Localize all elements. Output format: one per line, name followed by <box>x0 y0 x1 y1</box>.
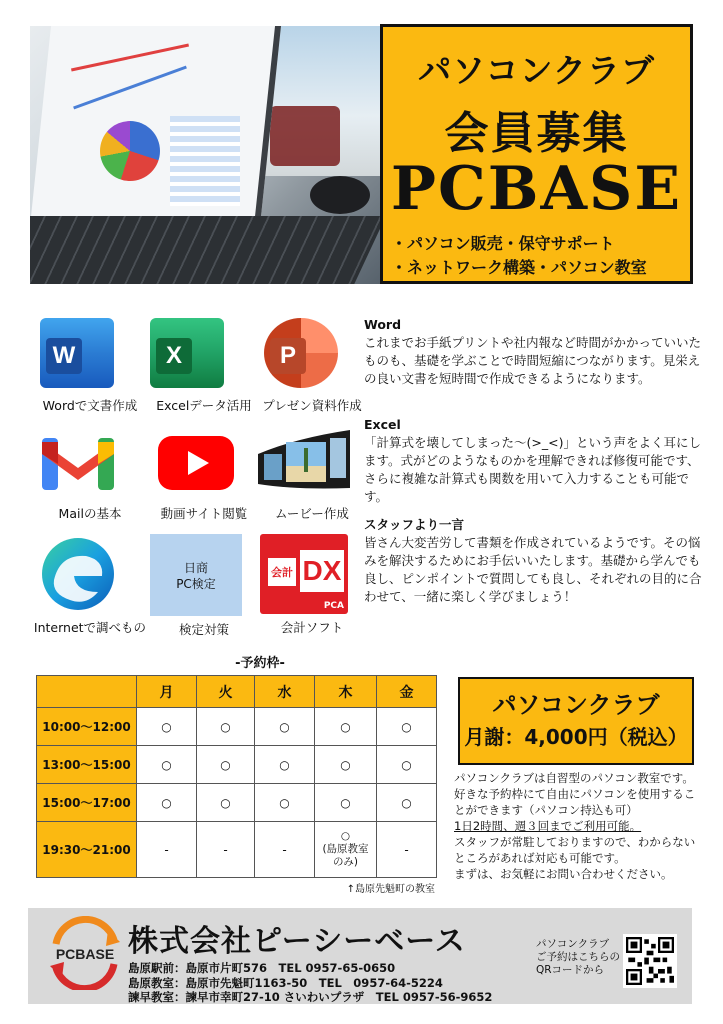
day-header: 月 <box>137 676 197 708</box>
day-header: 水 <box>255 676 315 708</box>
slot-cell: - <box>377 822 437 878</box>
slot-cell: ○ <box>315 708 377 746</box>
address-list <box>128 961 492 1005</box>
service-item: ・パソコン販売・保守サポート <box>391 234 615 253</box>
service-list <box>391 232 647 280</box>
schedule-table <box>36 675 437 878</box>
pcbase-logo <box>48 916 122 990</box>
slot-cell: ○ <box>197 746 255 784</box>
slot-cell: ○ <box>137 708 197 746</box>
slot-cell: ○ <box>315 746 377 784</box>
certificate-icon: 日商 PC検定 <box>150 534 242 616</box>
slot-cell: ○ <box>377 746 437 784</box>
table-row <box>37 822 437 878</box>
slot-cell: ○ <box>377 708 437 746</box>
slot-cell: ○ <box>137 746 197 784</box>
address-item: 島原教室：島原市先魁町1163-50 TEL 0957-64-5224 <box>128 975 443 990</box>
time-slot: 15:00～17:00 <box>37 784 137 822</box>
title-box <box>380 24 693 284</box>
slot-cell: - <box>137 822 197 878</box>
excel-icon: X <box>150 318 224 388</box>
excel-text: 「計算式を壊してしまった～(>_<)」という声をよく耳にします。式がどのようなものかを理解できれば修復可能です、さらに複雑な計算式も関数を用いて入力することも可能です。 <box>364 435 701 504</box>
youtube-icon <box>158 436 234 490</box>
slot-cell: ○ <box>197 784 255 822</box>
excel-heading: Excel <box>364 417 401 432</box>
address-item: 諫早教室：諫早市幸町27-10 さいわいプラザ TEL 0957-56-9652 <box>128 990 493 1004</box>
time-slot: 19:30～21:00 <box>37 822 137 878</box>
photo-spreadsheet <box>170 116 240 206</box>
app-label: Wordで文書作成 <box>42 398 138 413</box>
photo-keyboard <box>30 216 386 284</box>
accounting-software-icon: 会計 DX PCA <box>260 534 348 614</box>
gmail-icon <box>40 432 116 492</box>
day-header: 火 <box>197 676 255 708</box>
edge-icon <box>40 536 116 612</box>
price-box <box>458 677 694 765</box>
day-header: 金 <box>377 676 437 708</box>
time-slot: 13:00～15:00 <box>37 746 137 784</box>
svg-text:PCBASE: PCBASE <box>55 946 115 962</box>
app-label: Excelデータ活用 <box>156 398 252 413</box>
photo-pie-chart <box>100 121 160 181</box>
service-item: ・ネットワーク構築・パソコン教室 <box>391 258 647 277</box>
slot-cell: ○ <box>315 784 377 822</box>
slot-cell-shimabara-only: ○ (島原教室 のみ) <box>315 822 377 878</box>
slot-cell: ○ <box>197 708 255 746</box>
address-item: 島原駅前：島原市片町576 TEL 0957-65-0650 <box>128 961 396 975</box>
slot-cell: ○ <box>255 708 315 746</box>
slot-cell: - <box>255 822 315 878</box>
film-icon <box>256 428 352 500</box>
price-title: パソコンクラブ <box>492 691 660 719</box>
slot-cell: ○ <box>255 784 315 822</box>
time-slot: 10:00～12:00 <box>37 708 137 746</box>
title-recruit: 会員募集 <box>444 108 629 159</box>
staff-text: 皆さん大変苦労して書類を作成されているようです。その悩みを解決するためにお手伝いいたします。基礎から学んでも良し、ピンポイントで質問しても良し、それぞれの目的に合わせて、一緒に楽しく学びましょう！ <box>364 535 702 604</box>
table-row <box>37 784 437 822</box>
title-brand: PCBASE <box>390 154 683 224</box>
qr-code-icon[interactable] <box>623 934 677 988</box>
schedule-note: ↑島原先魁町の教室 <box>346 884 435 895</box>
slot-cell: - <box>197 822 255 878</box>
photo-laptop-screen <box>30 26 281 226</box>
word-text: これまでお手紙プリントや社内報など時間がかかっていいたものも、基礎を学ぶことで時間短縮につながります。見栄えの良い文書を短時間で作成できるようになります。 <box>364 335 702 386</box>
word-icon: W <box>40 318 114 388</box>
staff-heading: スタッフより一言 <box>364 517 465 532</box>
photo-mouse <box>310 176 370 214</box>
monthly-fee: 月謝：4,000円（税込） <box>464 725 688 749</box>
photo-chair <box>270 106 340 166</box>
qr-note: パソコンクラブ ご予約はこちらの QRコードから <box>536 938 620 976</box>
table-row <box>37 708 437 746</box>
word-description <box>364 316 704 388</box>
schedule-title: -予約枠- <box>235 656 285 671</box>
word-heading: Word <box>364 317 402 332</box>
powerpoint-icon: P <box>264 318 338 388</box>
slot-cell: ○ <box>255 746 315 784</box>
slot-cell: ○ <box>377 784 437 822</box>
hero-photo-laptop <box>30 26 386 284</box>
app-label: 動画サイト閲覧 <box>160 506 248 521</box>
club-description: パソコンクラブは自習型のパソコン教室です。 好きな予約枠にて自由にパソコンを使用することができます（パソコン持込も可） 1日2時間、週３回までご利用可能。 スタッフが常駐しておりますので、わからないところがあれば対応も可能です。 まずは、お気軽にお問い合わせください。 <box>454 771 696 881</box>
slot-cell: ○ <box>137 784 197 822</box>
app-label: ムービー作成 <box>275 506 349 521</box>
title-club: パソコンクラブ <box>418 51 655 90</box>
app-label: 会計ソフト <box>280 620 344 635</box>
schedule-corner <box>37 676 137 708</box>
staff-message <box>364 516 704 606</box>
day-header: 木 <box>315 676 377 708</box>
app-label: プレゼン資料作成 <box>262 398 362 413</box>
footer <box>28 908 692 1004</box>
app-label: Internetで調べもの <box>33 620 147 635</box>
excel-description <box>364 416 704 506</box>
company-name: 株式会社ピーシーベース <box>128 924 466 959</box>
table-row <box>37 746 437 784</box>
app-label: 検定対策 <box>178 622 229 637</box>
app-label: Mailの基本 <box>58 506 122 521</box>
